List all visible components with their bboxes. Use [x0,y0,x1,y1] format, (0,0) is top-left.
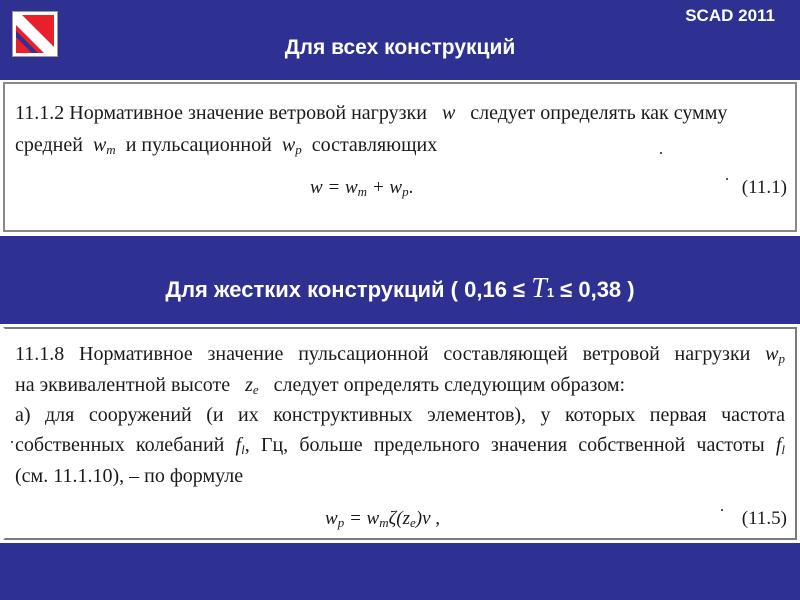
clause-line-1: 11.1.2 Нормативное значение ветровой нагрузки w следует определять как сумму [15,102,728,124]
clause-line-5: (см. 11.1.10), – по формуле [15,465,244,487]
year-badge: SCAD 2011 [685,6,775,25]
section-title-all-structures: Для всех конструкций [284,36,516,59]
scanned-clause-11-1-2 [3,82,797,232]
middle-band [0,236,800,324]
scanned-clause-11-1-8 [3,327,797,540]
clause-line-4: собственных колебаний $f_l$, Гц, больше предельного значения собственной частоты $f_l$ [15,434,786,457]
formula-11-5: $w_p = w_m\zeta(z_e)\nu$ , [325,508,441,530]
clause-line-2: средней $w_m$ и пульсационной $w_p$ составляющих [15,134,438,157]
equation-number-11-1: (11.1) [741,177,787,198]
section-title-rigid-structures: Для жестких конструкций ( 0,16 ≤ T1 ≤ 0,38 ) [165,273,635,304]
formula-11-1: $w = w_m + w_p$. [310,177,414,199]
clause-line-1: 11.1.8 Нормативное значение пульсационной составляющей ветровой нагрузки $w_p$ [15,343,786,366]
clause-line-2: на эквивалентной высоте $z_e$ следует определять следующим образом: [15,374,626,397]
footer-band [0,543,800,600]
equation-number-11-5: (11.5) [741,508,787,529]
clause-line-3: а) для сооружений (и их конструктивных элементов), у которых первая частота [15,404,785,426]
header-band [0,0,800,80]
